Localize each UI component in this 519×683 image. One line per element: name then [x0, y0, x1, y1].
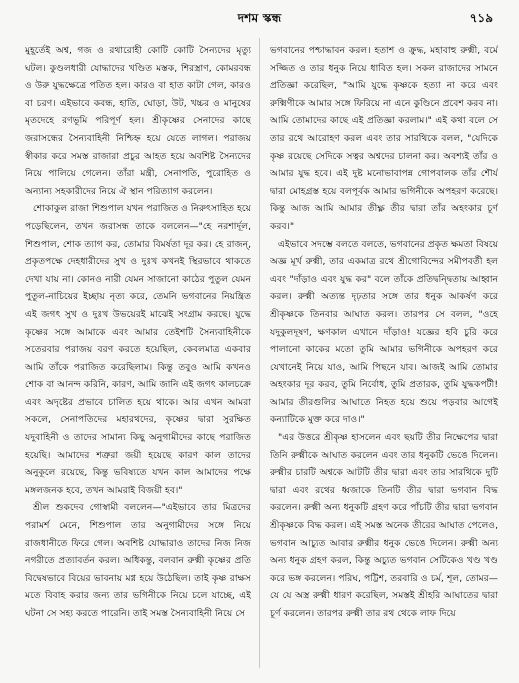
- paragraph: ভগবানের পশ্চাদ্ধাবন করল। হতাশ ও ক্রুদ্ধ, মহাবাহু রুক্মী, বর্মে সজ্জিত ও তার ধনুক নিয়ে ধাবিত হল। সকল রাজাদের সামনে প্রতিজ্ঞা করেছিল, "আমি যুদ্ধে কৃষ্ণকে হত্যা না করে এবং রুক্মিণীকে আমার সঙ্গে ফিরিয়ে না এনে কুণ্ডিনে প্রবেশ করব না। আমি তোমাদের কাছে এই প্রতিজ্ঞা করলাম।" এই কথা বলে সে তার রথে আরোহণ করল এবং তার সারথিকে বলল, "যেদিকে কৃষ্ণ রয়েছে সেদিকে সত্বর অশ্বদের চালনা কর। অবশ্যই তাঁর ও আমার যুদ্ধ হবে। এই দুষ্ট মনোভাবাপন্ন গোপবালক তাঁর শৌর্য দ্বারা মোহগ্রস্ত হয়ে বলপূর্বক আমার ভগিনীকে অপহরণ করেছে। কিন্তু আজ আমি আমার তীক্ষ্ণ তীর দ্বারা তাঁর অহংকার চূর্ণ করব।": [270, 45, 498, 232]
- chapter-title: দশম স্কন্ধ: [237, 11, 282, 25]
- left-column: [25, 42, 251, 671]
- paragraph: শ্রীল শুকদেব গোস্বামী বললেন—"এইভাবে তার মিত্রদের পরামর্শ মেনে, শিশুপাল তার অনুগামীদের সঙ্গে নিয়ে রাজধানীতে ফিরে গেল। অবশিষ্ট যোদ্ধারাও তাদের নিজ নিজ নগরীতে প্রত্যাবর্তন করল। অধিকন্তু, বলবান রুক্মী কৃষ্ণের প্রতি বিদ্বেষভাবে বিয়ের ভাবনায় মগ্ন হয়ে উঠেছিল। তাই কৃষ্ণ রাক্ষস মতে বিবাহ করার জন্য তার ভগিনীকে নিয়ে চলে যাচ্ছে, এই ঘটনা সে সহ্য করতে পারেনি। তাই সমস্ত সৈন্যবাহিনী নিয়ে সে: [25, 502, 251, 619]
- paragraph: মুহূর্তেই অশ্ব, গজ ও রথারোহী কোটি কোটি সৈন্যদের মৃত্যু ঘটল। কুণ্ডলধারী যোদ্ধাদের খণ্ডিত মস্তক, শিরস্ত্রাণ, কোমরবন্ধ ও উরু যুদ্ধক্ষেত্রে পতিত হল। কারও বা হাত কাটা গেল, কারও বা চরণ। এইভাবে কবন্ধ, হাতি, ঘোড়া, উট, খচ্চর ও মানুষের মৃতদেহে রণভূমি পরিপূর্ণ হল। শ্রীকৃষ্ণের সেনাদের কাছে জরাসন্ধের সৈন্যবাহিনী নিশ্চিহ্ন হয়ে যেতে লাগল। পরাজয় স্বীকার করে সমস্ত রাজারা প্রচুর আহত হয়ে অবশিষ্ট সৈন্যদের নিয়ে পালিয়ে গেলেন। তাঁরা মন্ত্রী, সেনাপতি, পুরোহিত ও অন্যান্য সহকারীদের নিয়ে ঐ স্থান পরিত্যাগ করলেন।: [25, 45, 251, 197]
- paragraph: শোকাকুল রাজা শিশুপাল যখন পরাজিত ও নিরুৎসাহিত হয়ে পড়েছিলেন, তখন জরাসন্ধ তাকে বললেন—"হে নরশার্দূল, শিশুপাল, শোক ত্যাগ কর, তোমার বিমর্ষতা দূর কর। হে রাজন্, প্রকৃতপক্ষে দেহধারীদের সুখ ও দুঃখ কখনই স্থিরভাবে থাকতে দেখা যায় না। কোনও নারী যেমন সাজানো কাঠের পুতুল যেমন পুতুল-নাচিয়ের ইচ্ছায় নৃত্য করে, তেমনি ভগবানের নিয়ন্ত্রিত এই জগৎ সুখ ও দুঃখ উভয়েরই মাঝেই সংগ্রাম করছে। যুদ্ধে কৃষ্ণের সঙ্গে আমাকে এবং আমার তেইশটি সৈন্যবাহিনীকে সতেরবার পরাজয় বরণ করতে হয়েছিল, কেবলমাত্র একবার আমি তাঁকে পরাজিত করেছিলাম। কিন্তু তবুও আমি কখনও শোক বা আনন্দ করিনি, কারণ, আমি জানি এই জগৎ কালচক্রে এবং অদৃষ্টের প্রভাবে চালিত হয়ে থাকে। আর এখন আমরা সকলে, সেনাপতিদের মহারথদের, কৃষ্ণের দ্বারা সুরক্ষিত যদুবাহিনী ও তাদের সামান্য কিছু অনুগামীদের কাছে পরাজিত হয়েছি। আমাদের শত্রুরা জয়ী হয়েছে কারণ কাল তাদের অনুকূলে রয়েছে, কিন্তু ভবিষ্যতে যখন কাল আমাদের পক্ষে মঙ্গলজনক হবে, তখন আমরাই বিজয়ী হব।": [25, 203, 251, 496]
- page-header: [0, 10, 519, 28]
- paragraph: "এর উত্তরে শ্রীকৃষ্ণ হাসলেন এবং ছয়টি তীর নিক্ষেপের দ্বারা তিনি রুক্মীকে আঘাত করলেন এবং তার ধনুকটি ভেঙে দিলেন। রুক্মীর চারটি অশ্বকে আটটি তীর দ্বারা এবং তার সারথিকে দুটি দ্বারা এবং রথের ধ্বজাকে তিনটি তীর দ্বারা ভগবান বিদ্ধ করলেন। রুক্মী অন্য ধনুকটি গ্রহণ করে পাঁচটি তীর দ্বারা ভগবান শ্রীকৃষ্ণকে বিদ্ধ করল। এই সমস্ত অনেক তীরের আঘাত পেলেও, ভগবান আচ্যুত আবার রুক্মীর ধনুক ভেঙে দিলেন। রুক্মী অন্য অন্য ধনুক গ্রহণ করল, কিন্তু অচ্যুত ভগবান সেটিকেও খণ্ড খণ্ড করে ভঙ্গ করলেন। পরিঘ, পট্টিশ, তরবারি ও চর্ম, শূল, তোমর—যে যে অস্ত্র রুক্মী ধারণ করেছিল, সমস্তই শ্রীহরি আঘাতের দ্বারা চূর্ণ করলেন। তারপর রুক্মী তার রথ থেকে লাফ দিয়ে: [270, 432, 498, 619]
- right-column: [270, 42, 498, 671]
- paragraph: এইভাবে সদম্ভে বলতে বলতে, ভগবানের প্রকৃত ক্ষমতা বিষয়ে অজ্ঞ মূর্খ রুক্মী, তার একমাত্র রথে শ্রীগোবিন্দের সমীপবর্তী হল এবং "দাঁড়াও এবং যুদ্ধ কর" বলে তাঁকে প্রতিদ্বন্দ্বিতায় আহ্বান করল। রুক্মী অত্যন্ত দৃঢ়তার সঙ্গে তার ধনুক আকর্ষণ করে শ্রীকৃষ্ণকে তিনবার আঘাত করল। তারপর সে বলল, "ওহে যদুকুলদূষণ, ক্ষণকাল এখানে দাঁড়াও! যজ্ঞের হবি চুরি করে পালানো কাকের মতো তুমি আমার ভগিনীকে অপহরণ করে যেখানেই নিয়ে যাও, আমি পিছনে যাব। আজই আমি তোমার অহংকার দূর করব, তুমি নির্বোধ, তুমি প্রতারক, তুমি যুদ্ধকপটী! আমার তীরগুলির আঘাতে নিহত হয়ে শুয়ে পড়বার আগেই কন্যাটিকে মুক্ত করে দাও।": [270, 238, 498, 426]
- column-divider: [259, 38, 260, 668]
- page-number: ৭১৯: [469, 11, 493, 25]
